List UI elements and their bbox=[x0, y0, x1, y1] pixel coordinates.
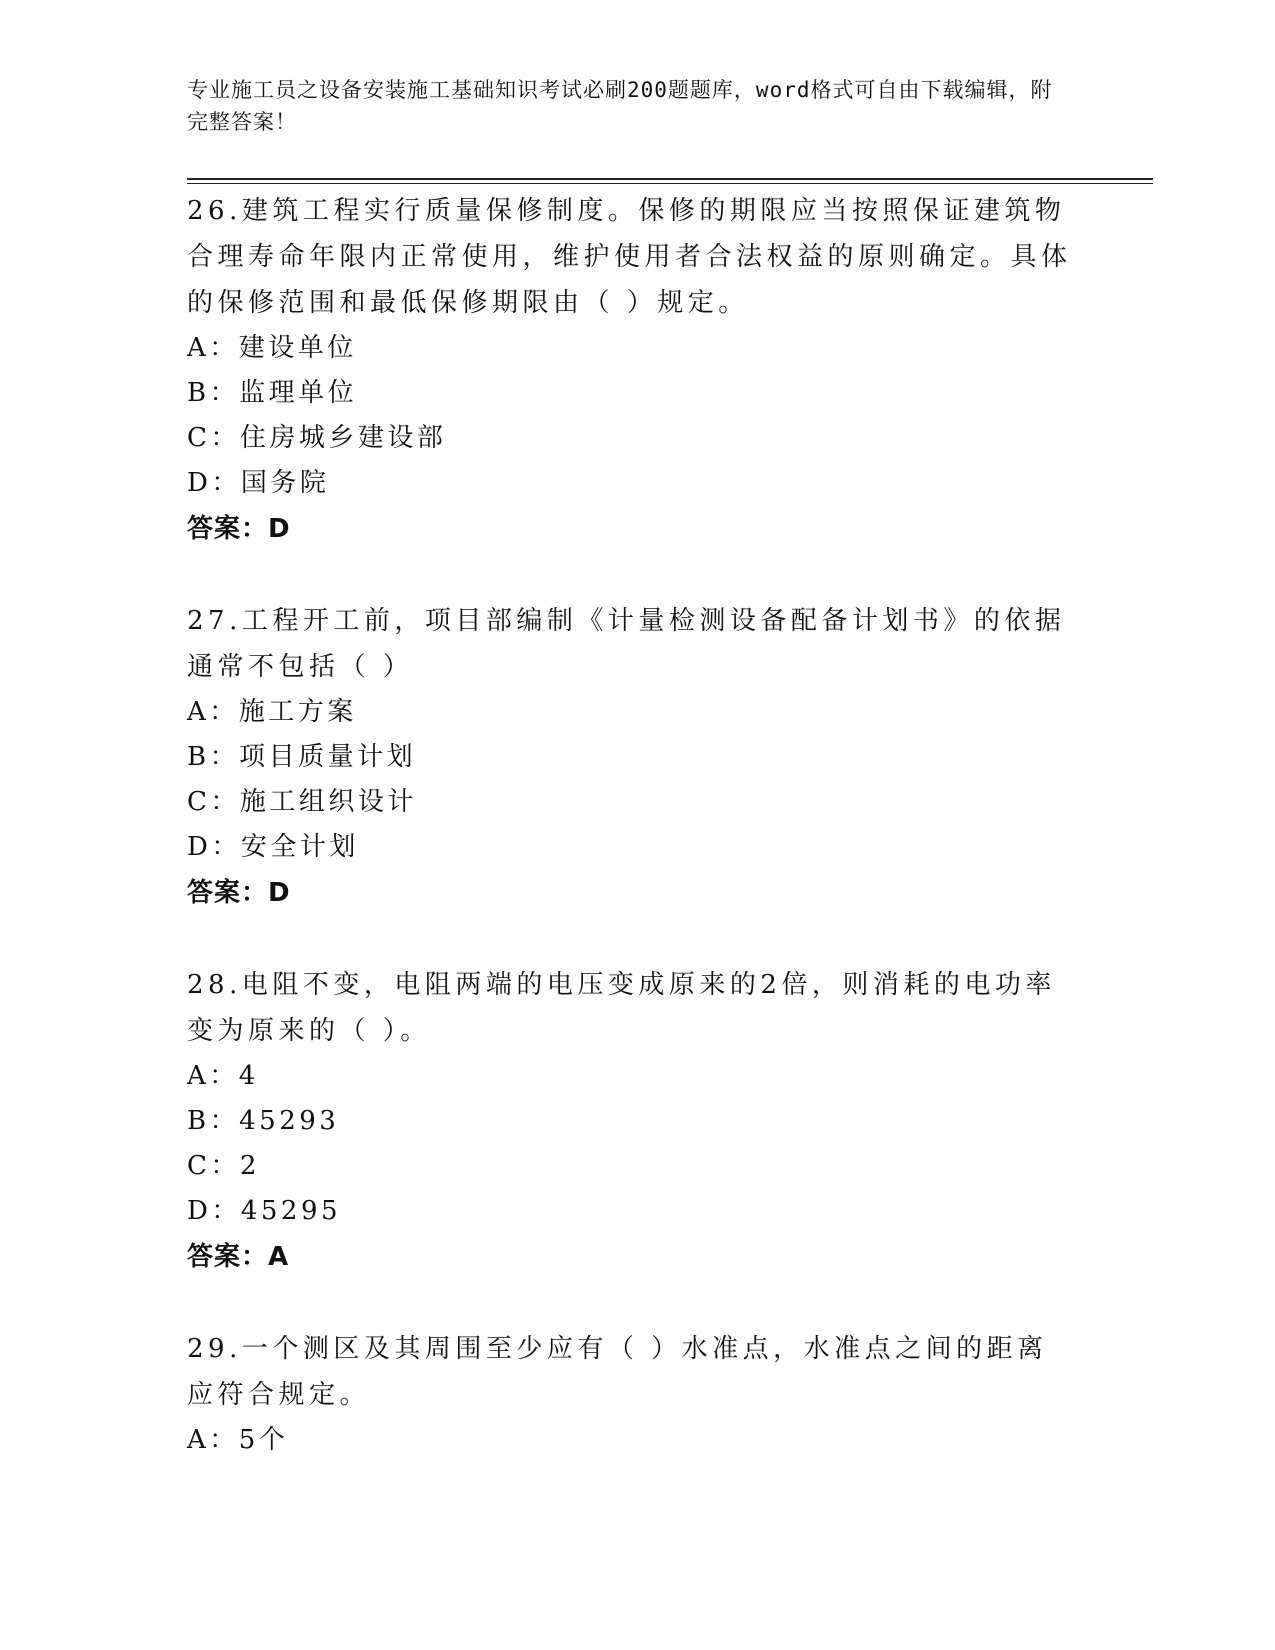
option-d: D：安全计划 bbox=[187, 832, 359, 862]
option-d: D：45295 bbox=[187, 1196, 342, 1226]
question-27 bbox=[187, 598, 1077, 916]
question-text: 27.工程开工前，项目部编制《计量检测设备配备计划书》的依据通常不包括（ ） bbox=[187, 606, 1066, 682]
header-text: 专业施工员之设备安装施工基础知识考试必刷200题题库，word格式可自由下载编辑，附完整答案！ bbox=[187, 78, 1053, 134]
option-d: D：国务院 bbox=[187, 468, 330, 498]
option-c: C：施工组织设计 bbox=[187, 787, 417, 817]
question-text: 28.电阻不变，电阻两端的电压变成原来的2倍，则消耗的电功率变为原来的（ ）。 bbox=[187, 970, 1056, 1046]
question-26 bbox=[187, 188, 1077, 552]
header-divider-thick bbox=[187, 178, 1153, 180]
option-a: A：4 bbox=[187, 1061, 259, 1091]
question-list bbox=[187, 188, 1077, 1509]
document-header bbox=[187, 74, 1067, 138]
question-28 bbox=[187, 962, 1077, 1280]
option-b: B：45293 bbox=[187, 1106, 340, 1136]
question-text: 29.一个测区及其周围至少应有（ ）水准点，水准点之间的距离应符合规定。 bbox=[187, 1334, 1048, 1410]
option-a: A：施工方案 bbox=[187, 697, 357, 727]
header-divider-thin bbox=[187, 183, 1153, 184]
option-a: A：5个 bbox=[187, 1425, 289, 1455]
option-c: C：2 bbox=[187, 1151, 260, 1181]
question-29 bbox=[187, 1326, 1077, 1463]
option-b: B：项目质量计划 bbox=[187, 742, 417, 772]
question-text: 26.建筑工程实行质量保修制度。保修的期限应当按照保证建筑物合理寿命年限内正常使用，维护使用者合法权益的原则确定。具体的保修范围和最低保修期限由（ ）规定。 bbox=[187, 196, 1072, 318]
answer-line: 答案：D bbox=[187, 514, 291, 544]
answer-line: 答案：A bbox=[187, 1242, 290, 1272]
option-a: A：建设单位 bbox=[187, 333, 357, 363]
option-c: C：住房城乡建设部 bbox=[187, 423, 447, 453]
answer-line: 答案：D bbox=[187, 878, 291, 908]
option-b: B：监理单位 bbox=[187, 378, 358, 408]
